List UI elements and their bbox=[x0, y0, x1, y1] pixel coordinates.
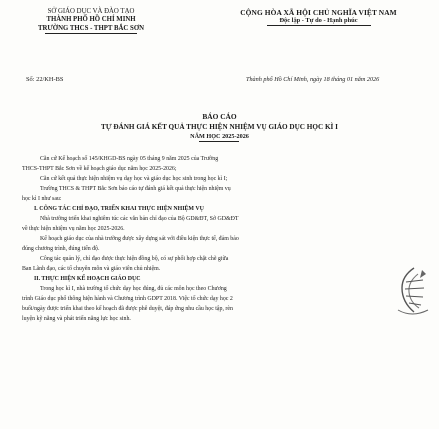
body-line: Trong học kì I, nhà trường tổ chức dạy học đúng, đủ các môn học theo Chương bbox=[40, 286, 227, 292]
issuer-city: THÀNH PHỐ HỒ CHÍ MINH bbox=[46, 16, 136, 24]
issuer-school: TRƯỜNG THCS - THPT BẮC SƠN bbox=[37, 24, 145, 32]
motto-underline bbox=[267, 25, 371, 26]
issuer-block bbox=[16, 8, 166, 34]
decorative-logo-icon bbox=[392, 262, 432, 318]
doc-number: Số: 22/KH-BS bbox=[26, 76, 64, 83]
national-header bbox=[206, 8, 431, 26]
body-line: Nhà trường triển khai nghiêm túc các văn bản chỉ đạo của Bộ GD&ĐT, Sở GD&ĐT bbox=[40, 216, 239, 222]
body-line: Trường THCS & THPT Bắc Sơn báo cáo tự đánh giá kết quả thực hiện nhiệm vụ bbox=[40, 186, 231, 192]
section-heading: I. CÔNG TÁC CHỈ ĐẠO, TRIỂN KHAI THỰC HIỆN NHIỆM VỤ bbox=[34, 206, 204, 212]
body-line: trình Giáo dục phổ thông hiện hành và Chương trình GDPT 2018. Việc tổ chức dạy học 2 bbox=[22, 296, 233, 302]
section-heading: II. THỰC HIỆN KẾ HOẠCH GIÁO DỤC bbox=[34, 276, 141, 282]
issuer-underline bbox=[45, 33, 137, 34]
body-line: Căn cứ kết quả thực hiện nhiệm vụ dạy học và giáo dục học sinh trong học kì I; bbox=[40, 176, 228, 182]
title-underline bbox=[199, 141, 239, 142]
body-line: Căn cứ Kế hoạch số 145/KHGD-BS ngày 05 tháng 9 năm 2025 của Trường bbox=[40, 156, 219, 162]
doc-date: Thành phố Hồ Chí Minh, ngày 18 tháng 01 năm 2026 bbox=[246, 76, 380, 83]
body-line: học kì I như sau: bbox=[22, 196, 62, 202]
doc-type: BÁO CÁO bbox=[202, 112, 237, 121]
body-line: về thực hiện nhiệm vụ năm học 2025-2026. bbox=[22, 226, 125, 232]
national-title: CỘNG HÒA XÃ HỘI CHỦ NGHĨA VIỆT NAM bbox=[240, 8, 397, 17]
body-line: Ban Lãnh đạo, các tổ chuyên môn và giáo viên chủ nhiệm. bbox=[22, 266, 161, 272]
body-line: buổi/ngày được triển khai theo kế hoạch đã được phê duyệt, đáp ứng nhu cầu học tập, rèn bbox=[22, 306, 233, 312]
body-line: luyện kỹ năng và phát triển năng lực học sinh. bbox=[22, 316, 131, 322]
body-line: Kế hoạch giáo dục của nhà trường được xây dựng sát với điều kiện thực tế, đảm bảo bbox=[40, 236, 239, 242]
national-motto: Độc lập - Tự do - Hạnh phúc bbox=[279, 17, 358, 24]
doc-body bbox=[22, 154, 432, 324]
doc-school-year: NĂM HỌC 2025-2026 bbox=[190, 133, 249, 140]
body-line: Công tác quản lý, chỉ đạo được thực hiện đồng bộ, có sự phối hợp chặt chẽ giữa bbox=[40, 256, 229, 262]
issuer-department: SỞ GIÁO DỤC VÀ ĐÀO TẠO bbox=[47, 8, 135, 15]
body-line: đúng chương trình, đúng tiến độ. bbox=[22, 246, 100, 252]
body-line: THCS-THPT Bắc Sơn về kế hoạch giáo dục năm học 2025-2026; bbox=[22, 166, 177, 172]
doc-title: TỰ ĐÁNH GIÁ KẾT QUẢ THỰC HIỆN NHIỆM VỤ GIÁO DỤC HỌC KÌ I bbox=[101, 123, 338, 131]
